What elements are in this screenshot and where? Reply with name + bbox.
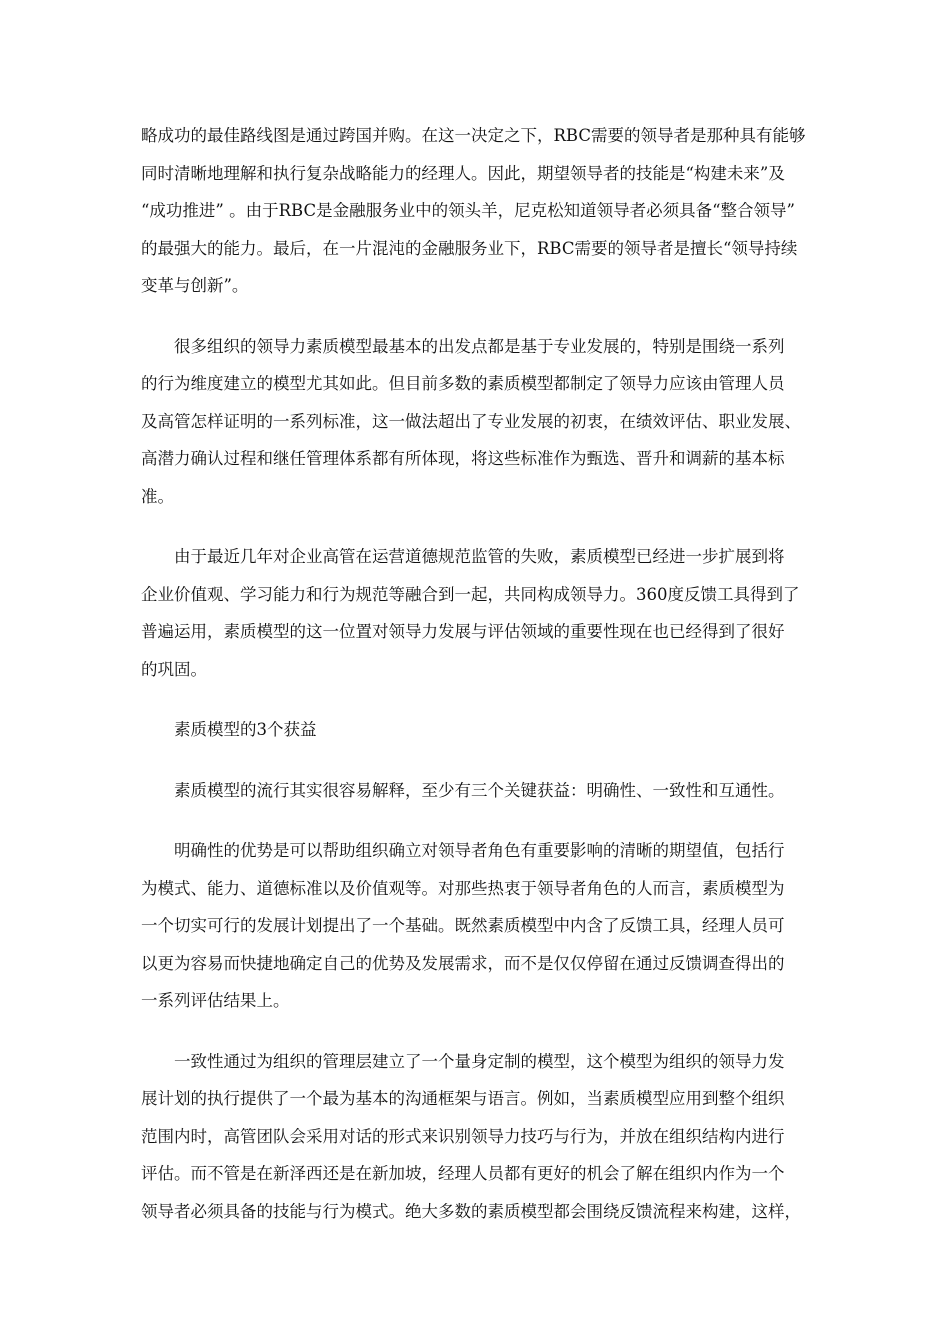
paragraph (141, 538, 826, 688)
text-line: 为模式、能力、道德标准以及价值观等。对那些热衷于领导者角色的人而言，素质模型为 (141, 878, 785, 898)
text-line: 展计划的执行提供了一个最为基本的沟通框架与语言。例如，当素质模型应用到整个组织 (141, 1089, 785, 1108)
text-line: 素质模型的流行其实很容易解释，至少有三个关键获益：明确性、一致性和互通性。 (174, 780, 785, 800)
text-line: 明确性的优势是可以帮助组织确立对领导者角色有重要影响的清晰的期望值，包括行 (174, 841, 785, 860)
text-line: 一个切实可行的发展计划提出了一个基础。既然素质模型中内含了反馈工具，经理人员可 (141, 916, 785, 935)
text-line: 的最强大的能力。最后，在一片混沌的金融服务业下，RBC需要的领导者是擅长“领导持续 (141, 238, 798, 258)
paragraph (141, 772, 826, 810)
paragraph (141, 832, 826, 1020)
text-line: 范围内时，高管团队会采用对话的形式来识别领导力技巧与行为，并放在组织结构内进行 (141, 1126, 785, 1146)
text-line: 由于最近几年对企业高管在运营道德规范监管的失败，素质模型已经进一步扩展到将 (174, 547, 785, 566)
text-line: 准。 (141, 486, 174, 506)
text-line: 高潜力确认过程和继任管理体系都有所体现，将这些标准作为甄选、晋升和调薪的基本标 (141, 449, 785, 468)
text-line: 一致性通过为组织的管理层建立了一个量身定制的模型，这个模型为组织的领导力发 (174, 1051, 785, 1071)
text-line: 的巩固。 (141, 659, 207, 679)
text-line: 及高管怎样证明的一系列标准，这一做法超出了专业发展的初衷，在绩效评估、职业发展、 (141, 411, 801, 431)
text-line: 很多组织的领导力素质模型最基本的出发点都是基于专业发展的，特别是围绕一系列 (174, 336, 785, 356)
text-line: 领导者必须具备的技能与行为模式。绝大多数的素质模型都会围绕反馈流程来构建，这样， (141, 1201, 801, 1221)
text-line: 同时清晰地理解和执行复杂战略能力的经理人。因此，期望领导者的技能是“构建未来”及 (141, 163, 785, 183)
text-line: 的行为维度建立的模型尤其如此。但目前多数的素质模型都制定了领导力应该由管理人员 (141, 374, 785, 393)
text-line: 评估。而不管是在新泽西还是在新加坡，经理人员都有更好的机会了解在组织内作为一个 (141, 1164, 785, 1183)
text-line: 以更为容易而快捷地确定自己的优势及发展需求，而不是仅仅停留在通过反馈调查得出的 (141, 953, 785, 973)
paragraph (141, 117, 826, 305)
text-line: 变革与创新”。 (141, 276, 249, 295)
paragraph (141, 1043, 826, 1231)
text-line: “成功推进” 。由于RBC是金融服务业中的领头羊，尼克松知道领导者必须具备“整合领导” (141, 201, 795, 220)
section-heading (141, 711, 826, 749)
text-line: 企业价值观、学习能力和行为规范等融合到一起，共同构成领导力。360度反馈工具得到了 (141, 584, 800, 604)
document-body (141, 117, 826, 1253)
text-line: 一系列评估结果上。 (141, 991, 290, 1010)
text-line: 普遍运用，素质模型的这一位置对领导力发展与评估领域的重要性现在也已经得到了很好 (141, 622, 785, 641)
paragraph (141, 328, 826, 516)
section-heading-text: 素质模型的3个获益 (174, 720, 317, 739)
text-line: 略成功的最佳路线图是通过跨国并购。在这一决定之下，RBC需要的领导者是那种具有能够 (141, 126, 806, 145)
